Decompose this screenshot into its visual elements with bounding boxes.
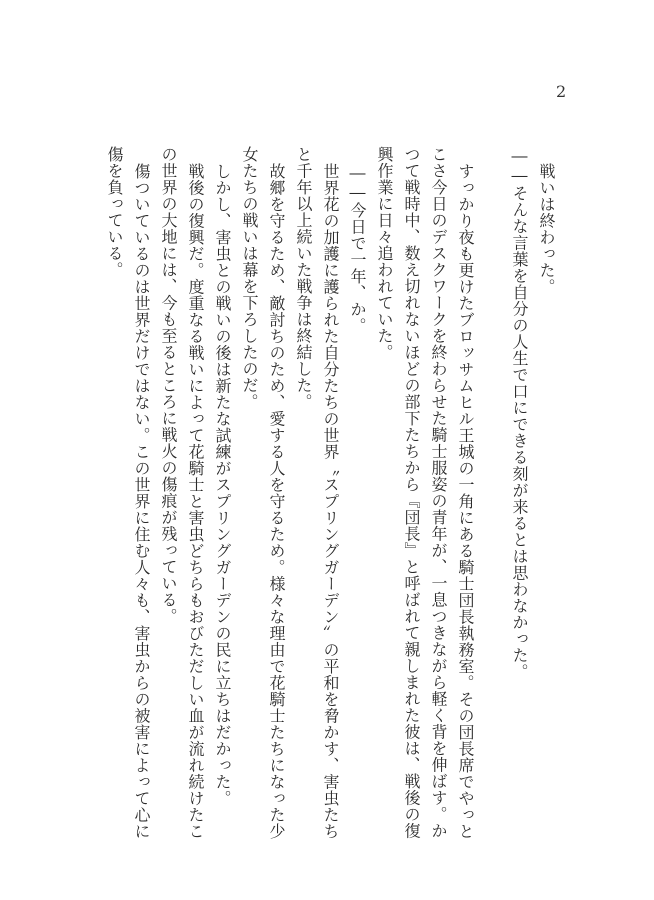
text-line: ――今日で一年、か。 xyxy=(348,163,367,334)
text-line: と千年以上続いた戦争は終結した。 xyxy=(294,146,313,410)
text-line: 戦後の復興だ。度重なる戦いによって花騎士と害虫どちらもおびただしい血が流れ続けたこ xyxy=(186,163,205,840)
text-line: 故郷を守るため、敵討ちのため、愛する人を守るため。様々な理由で花騎士たちになった少 xyxy=(267,163,286,840)
text-line: 世界花の加護に護られた自分たちの世界〝スプリングガーデン〟の平和を脅かす、害虫たち xyxy=(321,163,340,840)
text-line: しかし、害虫との戦いの後は新たな試練がスプリングガーデンの民に立ちはだかった。 xyxy=(213,163,232,807)
text-line: 傷を負っている。 xyxy=(105,146,124,278)
page-number: 2 xyxy=(556,82,567,101)
text-line: 女たちの戦いは幕を下ろしたのだ。 xyxy=(240,146,259,410)
text-line: 傷ついているのは世界だけではない。この世界に住む人々も、害虫からの被害によって心に xyxy=(132,163,151,840)
text-line: つて戦時中、数え切れないほどの部下たちから『団長』と呼ばれて親しまれた彼は、戦後の復 xyxy=(402,146,421,839)
text-line: の世界の大地には、今も至るところに戦火の傷痕が残っている。 xyxy=(159,146,178,625)
text-line: 戦いは終わった。 xyxy=(537,163,556,295)
text-line: 興作業に日々追われていた。 xyxy=(375,146,394,361)
text-line: すっかり夜も更けたブロッサムヒル王城の一角にある騎士団長執務室。その団長席でやっと xyxy=(456,163,475,840)
text-line xyxy=(479,146,506,840)
text-line: ――そんな言葉を自分の人生で口にできる刻が来るとは思わなかった。 xyxy=(510,146,529,680)
vertical-text-body xyxy=(100,146,560,840)
text-line: こさ今日のデスクワークを終わらせた騎士服姿の青年が、一息つきながら軽く背を伸ばす。か xyxy=(429,146,448,839)
